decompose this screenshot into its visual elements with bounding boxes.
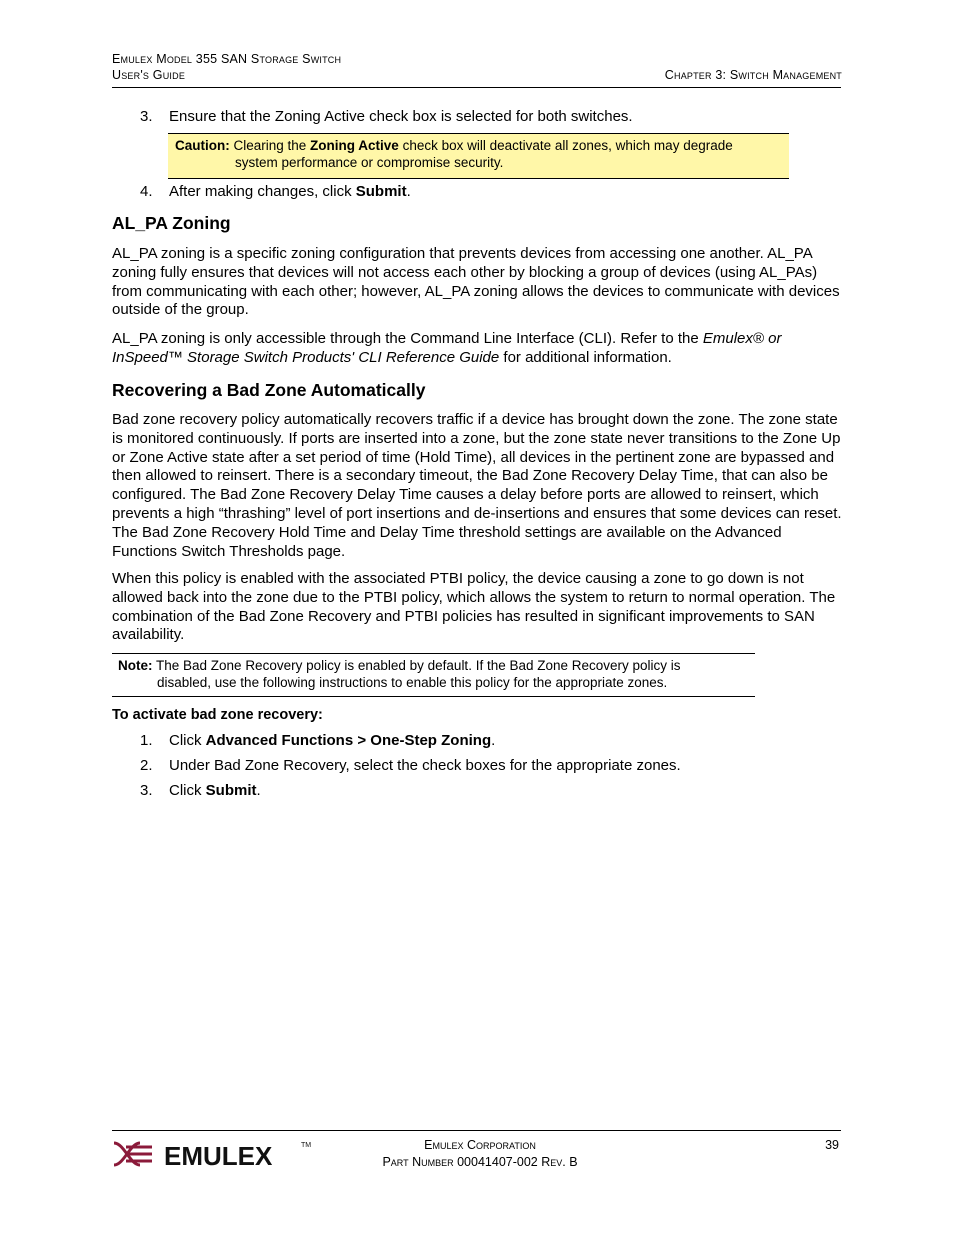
step-number: 4. (140, 183, 153, 200)
alpa-p2-post: for additional information. (499, 348, 672, 366)
caution-box (168, 133, 789, 179)
logo-wordmark: EMULEX (164, 1141, 273, 1171)
note-line2: disabled, use the following instructions to enable this policy for the appropriate zones. (157, 675, 668, 690)
note-box (112, 653, 755, 697)
note-label: Note: (118, 658, 153, 673)
header-title: Emulex Model 355 SAN Storage Switch (112, 52, 342, 66)
footer-part-number: Part Number 00041407-002 Rev. B (382, 1155, 578, 1169)
step-number: 1. (140, 732, 153, 749)
step-text-pre: Click (169, 782, 206, 799)
step-text: Under Bad Zone Recovery, select the check boxes for the appropriate zones. (169, 757, 681, 774)
step-4-top (140, 183, 840, 202)
step-text: Ensure that the Zoning Active check box is selected for both switches. (169, 108, 633, 125)
alpa-paragraph-1: AL_PA zoning is a specific zoning configuration that prevents devices from accessing one another. AL_PA zoning fully ensures that devices will not access each other by blocking a group of devices (using AL_PAs) from communicating with each other; however, AL_PA zoning allows the devices to communicate with devices outside of the group. (112, 245, 840, 319)
running-header-right: Chapter 3: Switch Management (664, 68, 842, 82)
step-text-pre: Click (169, 732, 206, 749)
procedure-title: To activate bad zone recovery: (112, 707, 323, 723)
step-text-post: . (491, 732, 496, 749)
footer-company: Emulex Corporation (424, 1138, 536, 1152)
step-number: 3. (140, 108, 153, 125)
step-number: 3. (140, 782, 153, 799)
procedure-step-1 (140, 732, 840, 751)
logo-trademark: TM (301, 1142, 312, 1149)
step-bold: Submit (205, 782, 257, 799)
caution-text-pre: Clearing the (229, 138, 311, 153)
alpa-paragraph-2 (112, 330, 842, 368)
footer-center (350, 1137, 610, 1171)
page-number: 39 (825, 1138, 839, 1152)
caution-label: Caution: (175, 138, 230, 153)
step-3-top (140, 108, 840, 127)
note-line1: The Bad Zone Recovery policy is enabled by default. If the Bad Zone Recovery policy is (152, 658, 681, 673)
step-text-pre: After making changes, click (169, 183, 356, 200)
recovery-paragraph-1: Bad zone recovery policy automatically recovers traffic if a device has brought down the zone. The zone state is monitored continuously. If ports are inserted into a zone, but the zone state never transitions to the Zone Up or Zone Active state after a set period of time (Hold Time), all devices in the pertinent zone are bypassed and then allowed to reinsert. There is a secondary timeout, the Bad Zone Recovery Delay Time, that can also be configured. The Bad Zone Recovery Delay Time causes a delay before ports are allowed to reinsert, which prevents a high “thrashing” level of port insertions and de-insertions and ensures that some devices can reset. The Bad Zone Recovery Hold Time and Delay Time threshold settings are available on the Advanced Functions Switch Thresholds page. (112, 411, 842, 560)
caution-text-post: check box will deactivate all zones, which may degrade (398, 138, 733, 153)
step-text-post: . (256, 782, 261, 799)
alpa-p2-italic: Emulex® or InSpeed™ Storage Switch Products' CLI Reference Guide (112, 330, 782, 366)
step-bold: Submit (355, 183, 407, 200)
emulex-logo-icon (112, 1137, 312, 1171)
step-bold: Advanced Functions > One-Step Zoning (205, 732, 492, 749)
recovery-paragraph-2: When this policy is enabled with the associated PTBI policy, the device causing a zone to go down is not allowed back into the zone due to the PTBI policy, which allows the system to return to normal operation. The combination of the Bad Zone Recovery and PTBI policies has resulted in significant improvements to SAN availability. (112, 570, 836, 644)
caution-bold: Zoning Active (310, 138, 399, 153)
caution-line2: system performance or compromise security. (235, 155, 504, 170)
alpa-p2-pre: AL_PA zoning is only accessible through the Command Line Interface (CLI). Refer to the (112, 330, 703, 347)
header-rule (112, 87, 841, 88)
section-heading-recovery: Recovering a Bad Zone Automatically (112, 380, 426, 400)
footer-rule (112, 1130, 841, 1131)
header-subtitle: User's Guide (112, 68, 186, 82)
section-heading-alpa: AL_PA Zoning (112, 213, 231, 233)
step-text-post: . (406, 183, 411, 200)
procedure-step-2 (140, 757, 840, 776)
running-header-left (112, 51, 341, 83)
procedure-step-3 (140, 782, 840, 801)
step-number: 2. (140, 757, 153, 774)
emulex-logo (112, 1137, 312, 1176)
